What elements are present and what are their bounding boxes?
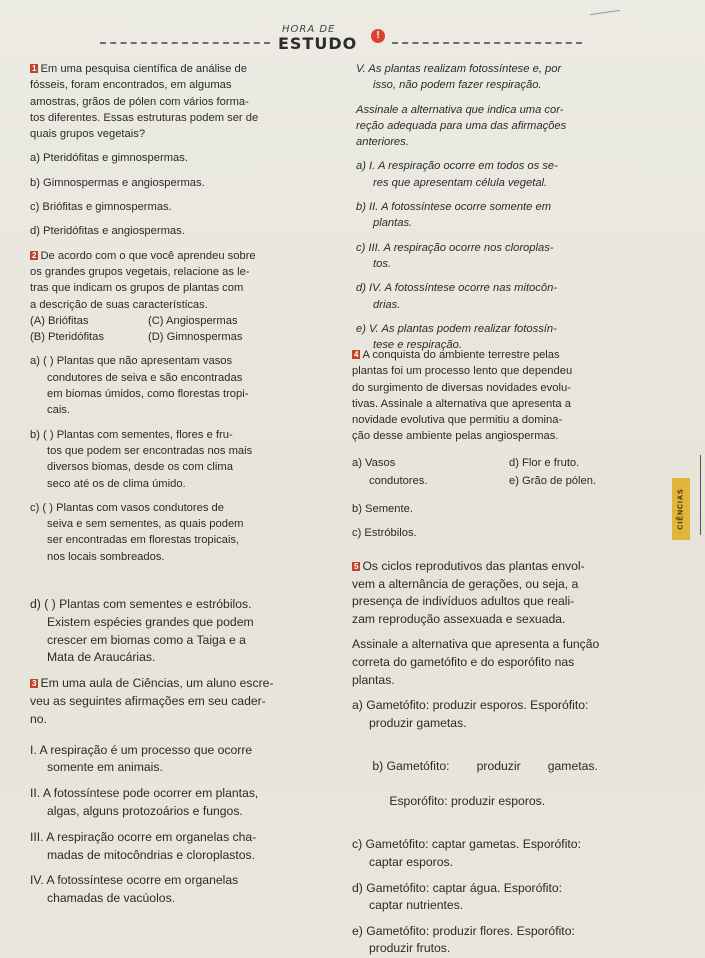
option-e[interactable]: e) Grão de pólen.	[509, 474, 597, 487]
legend-row: (B) Pteridófitas (D) Gimnospermas	[30, 331, 243, 344]
question-5-stem: 5 Os ciclos reprodutivos das plantas envol- vem a alternância de gerações, ou seja, a presença de indivíduos adultos que reali- zam reprodução assexuada e sexuada.	[352, 559, 585, 626]
option-b[interactable]: b) Gametófito: produzir gametas. Esporófito: produzir esporos.	[372, 758, 598, 809]
statement-d[interactable]: d) ( ) Plantas com sementes e estróbilos. Existem espécies grandes que podem crescer em biomas como a Taiga e a Mata de Araucárias.	[30, 597, 254, 665]
option-d[interactable]: d) Gametófito: captar água. Esporófito: captar nutrientes.	[352, 880, 563, 913]
spacer	[356, 232, 668, 240]
statement-v: V. As plantas realizam fotossíntese e, por isso, não podem fazer respiração.	[356, 63, 562, 92]
spacer	[352, 628, 674, 636]
right-column-q5	[352, 558, 674, 958]
spacer	[352, 689, 674, 697]
alert-icon: !	[371, 29, 385, 43]
header-divider-left	[100, 42, 270, 44]
statement-c[interactable]: c) ( ) Plantas com vasos condutores de seiva e sem sementes, as quais podem ser encontradas em florestas tropicais, nos locais sombreados.	[30, 501, 244, 563]
question-5-instruction: Assinale a alternativa que apresenta a função correta do gametófito e do esporófito nas plantas.	[352, 637, 600, 687]
question-number: 3	[32, 679, 37, 689]
option-c[interactable]: c) III. A respiração ocorre nos cloroplas- tos.	[356, 241, 554, 270]
option-a-continued: condutores.	[369, 474, 428, 487]
option-b[interactable]: b) Gimnospermas e angiospermas.	[30, 176, 205, 189]
spacer	[30, 729, 352, 742]
spacer	[352, 732, 674, 740]
left-column-bottom	[30, 596, 352, 908]
option-a[interactable]: a) Pteridófitas e gimnospermas.	[30, 152, 188, 165]
question-4-options	[352, 455, 670, 527]
question-number: 2	[32, 250, 37, 260]
statement-a[interactable]: a) ( ) Plantas que não apresentam vasos condutores de seiva e são encontradas em biomas úmidos, como florestas tropi- cais.	[30, 355, 249, 417]
corner-mark	[590, 10, 620, 15]
subject-tab-label: CIÊNCIAS	[677, 488, 685, 530]
option-b[interactable]: b) Semente.	[352, 502, 413, 515]
statement-iv: IV. A fotossíntese ocorre em organelas chamadas de vacúolos.	[30, 873, 239, 906]
question-4-stem: 4 A conquista do ambiente terrestre pelas plantas foi um processo lento que dependeu do surgimento de diversas novidades evolu- tivas. Assinale a alternativa que apresenta a novidade evolutiva que permitiu a domina- ção desse ambiente pelas angiospermas.	[352, 349, 573, 443]
option-c[interactable]: c) Briófitas e gimnospermas.	[30, 201, 172, 214]
spacer	[352, 915, 674, 923]
spacer	[356, 191, 668, 199]
statement-ii: II. A fotossíntese pode ocorrer em plantas, algas, alguns protozoários e fungos.	[30, 786, 259, 818]
spacer	[356, 313, 668, 321]
right-column-top	[356, 61, 668, 353]
option-d[interactable]: d) Flor e fruto.	[509, 456, 580, 469]
statement-i: I. A respiração é um processo que ocorre somente em animais.	[30, 742, 253, 775]
option-b[interactable]: b) II. A fotossíntese ocorre somente em plantas.	[356, 201, 552, 230]
option-e[interactable]: e) Gametófito: produzir flores. Esporófito: produzir frutos.	[352, 923, 575, 956]
question-3-stem: 3 Em uma aula de Ciências, um aluno escre- veu as seguintes afirmações em seu cader- no.	[30, 676, 274, 726]
option-c[interactable]: c) Estróbilos.	[352, 526, 417, 539]
spacer	[30, 215, 350, 223]
spacer	[356, 150, 668, 158]
right-column-q4	[352, 347, 670, 541]
question-number: 4	[354, 350, 359, 359]
spacer	[30, 777, 352, 785]
statement-iii: III. A respiração ocorre em organelas cha- madas de mitocôndrias e cloroplastos.	[30, 829, 257, 862]
header-divider-right	[392, 42, 582, 44]
spacer	[30, 142, 350, 150]
spacer	[352, 872, 674, 880]
spacer	[30, 821, 352, 829]
option-d[interactable]: d) Pteridófitas e angiospermas.	[30, 225, 185, 238]
left-column-top	[30, 61, 350, 565]
option-a[interactable]: a) Vasos	[352, 456, 396, 469]
option-a[interactable]: a) I. A respiração ocorre em todos os se- res que apresentam célula vegetal.	[356, 160, 558, 189]
spacer	[30, 864, 352, 872]
spacer	[30, 419, 350, 427]
subject-tab	[672, 478, 690, 540]
margin-line	[700, 455, 701, 535]
spacer	[352, 828, 674, 836]
option-e[interactable]: e) V. As plantas podem realizar fotossín- tese e respiração.	[356, 322, 557, 352]
spacer	[356, 94, 668, 102]
question-number: 1	[32, 64, 37, 73]
spacer	[30, 492, 350, 500]
option-a[interactable]: a) Gametófito: produzir esporos. Esporófito: produzir gametas.	[352, 698, 589, 730]
legend-row: (A) Briófitas (C) Angiospermas	[30, 314, 238, 327]
question-number: 5	[354, 562, 359, 571]
option-c[interactable]: c) Gametófito: captar gametas. Esporófito: captar esporos.	[352, 837, 581, 869]
spacer	[30, 667, 352, 675]
spacer	[356, 272, 668, 280]
spacer	[30, 345, 350, 353]
spacer	[30, 167, 350, 175]
spacer	[30, 240, 350, 248]
spacer	[30, 191, 350, 199]
statement-b[interactable]: b) ( ) Plantas com sementes, flores e fru- tos que podem ser encontradas nos mais diversos biomas, desde os com clima seco até os de clima úmido.	[30, 428, 253, 490]
question-2-stem: 2 De acordo com o que você aprendeu sobre os grandes grupos vegetais, relacione as le- tras que indicam os grupos de plantas com a descrição de suas características.	[30, 249, 256, 311]
page-title: ESTUDO	[278, 34, 358, 53]
question-3-instruction: Assinale a alternativa que indica uma cor- reção adequada para uma das afirmações anteriores.	[356, 103, 567, 149]
question-1-stem: 1 Em uma pesquisa científica de análise de fósseis, foram encontrados, em algumas amostras, grãos de pólen com vários forma- tos diferentes. Essas estruturas podem ser de quais grupos vegetais?	[30, 63, 259, 141]
header-subtitle: HORA DE	[282, 24, 336, 35]
option-d[interactable]: d) IV. A fotossíntese ocorre nas mitocôn- drias.	[356, 282, 558, 311]
